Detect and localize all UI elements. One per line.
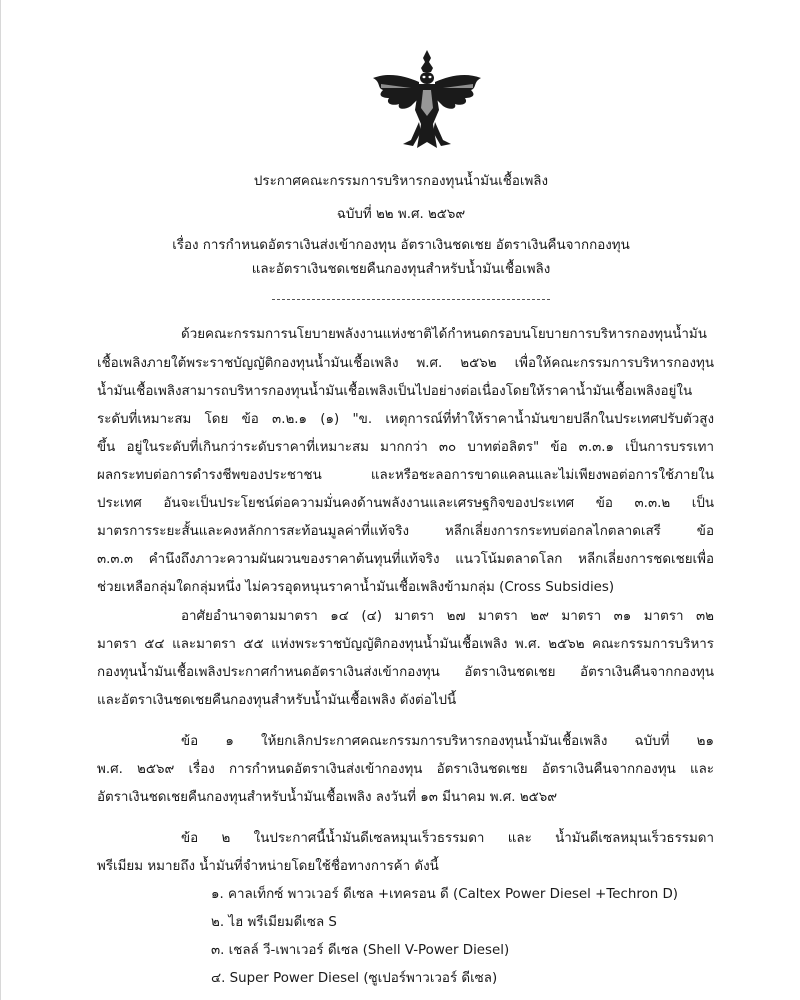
paragraph-1-line: ด้วยคณะกรรมการนโยบายพลังงานแห่งชาติได้กำหนดกรอบนโยบายการบริหารกองทุนน้ำมัน bbox=[181, 327, 707, 342]
paragraph-1-line: ๓.๓.๓ คำนึงถึงภาวะความผันผวนของราคาต้นทุนที่แท้จริง แนวโน้มตลาดโลก หลีกเลี่ยงการชดเชยเพื่อ bbox=[97, 552, 714, 567]
paragraph-2-line: กองทุนน้ำมันเชื้อเพลิงประกาศกำหนดอัตราเงินส่งเข้ากองทุน อัตราเงินชดเชย อัตราเงินคืนจากกองทุน bbox=[97, 665, 714, 680]
paragraph-3-line: อัตราเงินชดเชยคืนกองทุนสำหรับน้ำมันเชื้อเพลิง ลงวันที่ ๑๓ มีนาคม พ.ศ. ๒๕๖๙ bbox=[97, 790, 558, 805]
list-item: ๔. Super Power Diesel (ซูเปอร์พาวเวอร์ ดีเซล) bbox=[211, 971, 498, 986]
subject-line-1: เรื่อง การกำหนดอัตราเงินส่งเข้ากองทุน อัตราเงินชดเชย อัตราเงินคืนจากกองทุน bbox=[172, 238, 630, 253]
paragraph-1-line: ประเทศ อันจะเป็นประโยชน์ต่อความมั่นคงด้านพลังงานและเศรษฐกิจของประเทศ ข้อ ๓.๓.๒ เป็น bbox=[97, 496, 714, 511]
announcement-title: ประกาศคณะกรรมการบริหารกองทุนน้ำมันเชื้อเพลิง bbox=[253, 174, 549, 189]
paragraph-1-line: เชื้อเพลิงภายใต้พระราชบัญญัติกองทุนน้ำมันเชื้อเพลิง พ.ศ. ๒๕๖๒ เพื่อให้คณะกรรมการบริหารกองทุน bbox=[97, 356, 714, 371]
divider bbox=[272, 299, 550, 300]
list-item: ๒. ไฮ พรีเมียมดีเซล S bbox=[211, 915, 337, 930]
list-item: ๓. เชลล์ วี-เพาเวอร์ ดีเซล (Shell V-Power Diesel) bbox=[211, 943, 510, 958]
paragraph-1-line: ระดับที่เหมาะสม โดย ข้อ ๓.๒.๑ (๑) "ข. เหตุการณ์ที่ทำให้ราคาน้ำมันขายปลีกในประเทศปรับตัวสูง bbox=[97, 412, 714, 427]
list-item: ๑. คาลเท็กซ์ พาวเวอร์ ดีเซล +เทครอน ดี (Caltex Power Diesel +Techron D) bbox=[211, 887, 679, 902]
paragraph-3-line: ข้อ ๑ ให้ยกเลิกประกาศคณะกรรมการบริหารกองทุนน้ำมันเชื้อเพลิง ฉบับที่ ๒๑ bbox=[181, 734, 714, 749]
paragraph-3-line: พ.ศ. ๒๕๖๙ เรื่อง การกำหนดอัตราเงินส่งเข้ากองทุน อัตราเงินชดเชย อัตราเงินคืนจากกองทุน และ bbox=[97, 762, 714, 777]
subject-line-2: และอัตราเงินชดเชยคืนกองทุนสำหรับน้ำมันเชื้อเพลิง bbox=[251, 262, 551, 277]
paragraph-2-line: อาศัยอำนาจตามมาตรา ๑๔ (๔) มาตรา ๒๗ มาตรา ๒๙ มาตรา ๓๑ มาตรา ๓๒ bbox=[181, 609, 714, 624]
paragraph-4-line: พรีเมียม หมายถึง น้ำมันที่จำหน่ายโดยใช้ชื่อทางการค้า ดังนี้ bbox=[97, 859, 439, 874]
paragraph-2-line: และอัตราเงินชดเชยคืนกองทุนสำหรับน้ำมันเชื้อเพลิง ดังต่อไปนี้ bbox=[97, 693, 457, 708]
paragraph-4-line: ข้อ ๒ ในประกาศนี้น้ำมันดีเซลหมุนเร็วธรรมดา และ น้ำมันดีเซลหมุนเร็วธรรมดา bbox=[181, 831, 714, 846]
paragraph-1-line: มาตรการระยะสั้นและคงหลักการสะท้อนมูลค่าที่แท้จริง หลีกเลี่ยงการกระทบต่อกลไกตลาดเสรี ข้อ bbox=[97, 524, 714, 539]
paragraph-1-line: ผลกระทบต่อการดำรงชีพของประชาชน และหรือชะลอการขาดแคลนและไม่เพียงพอต่อการใช้ภายใน bbox=[97, 468, 714, 483]
paragraph-2-line: มาตรา ๕๔ และมาตรา ๕๕ แห่งพระราชบัญญัติกองทุนน้ำมันเชื้อเพลิง พ.ศ. ๒๕๖๒ คณะกรรมการบริหาร bbox=[97, 637, 714, 652]
issue-number: ฉบับที่ ๒๒ พ.ศ. ๒๕๖๙ bbox=[336, 207, 466, 222]
garuda-emblem-icon bbox=[367, 48, 487, 156]
paragraph-1-line: น้ำมันเชื้อเพลิงสามารถบริหารกองทุนน้ำมันเชื้อเพลิงเป็นไปอย่างต่อเนื่องโดยให้ราคาน้ำมันเชื้อเพลิงอยู่ใน bbox=[97, 384, 693, 399]
paragraph-1-line: ขึ้น อยู่ในระดับที่เกินกว่าระดับราคาที่เหมาะสม มากกว่า ๓๐ บาทต่อลิตร" ข้อ ๓.๓.๑ เป็นการบรรเทา bbox=[97, 440, 714, 455]
paragraph-1-line: ช่วยเหลือกลุ่มใดกลุ่มหนึ่ง ไม่ควรอุดหนุนราคาน้ำมันเชื้อเพลิงข้ามกลุ่ม (Cross Subsidies) bbox=[97, 580, 615, 595]
